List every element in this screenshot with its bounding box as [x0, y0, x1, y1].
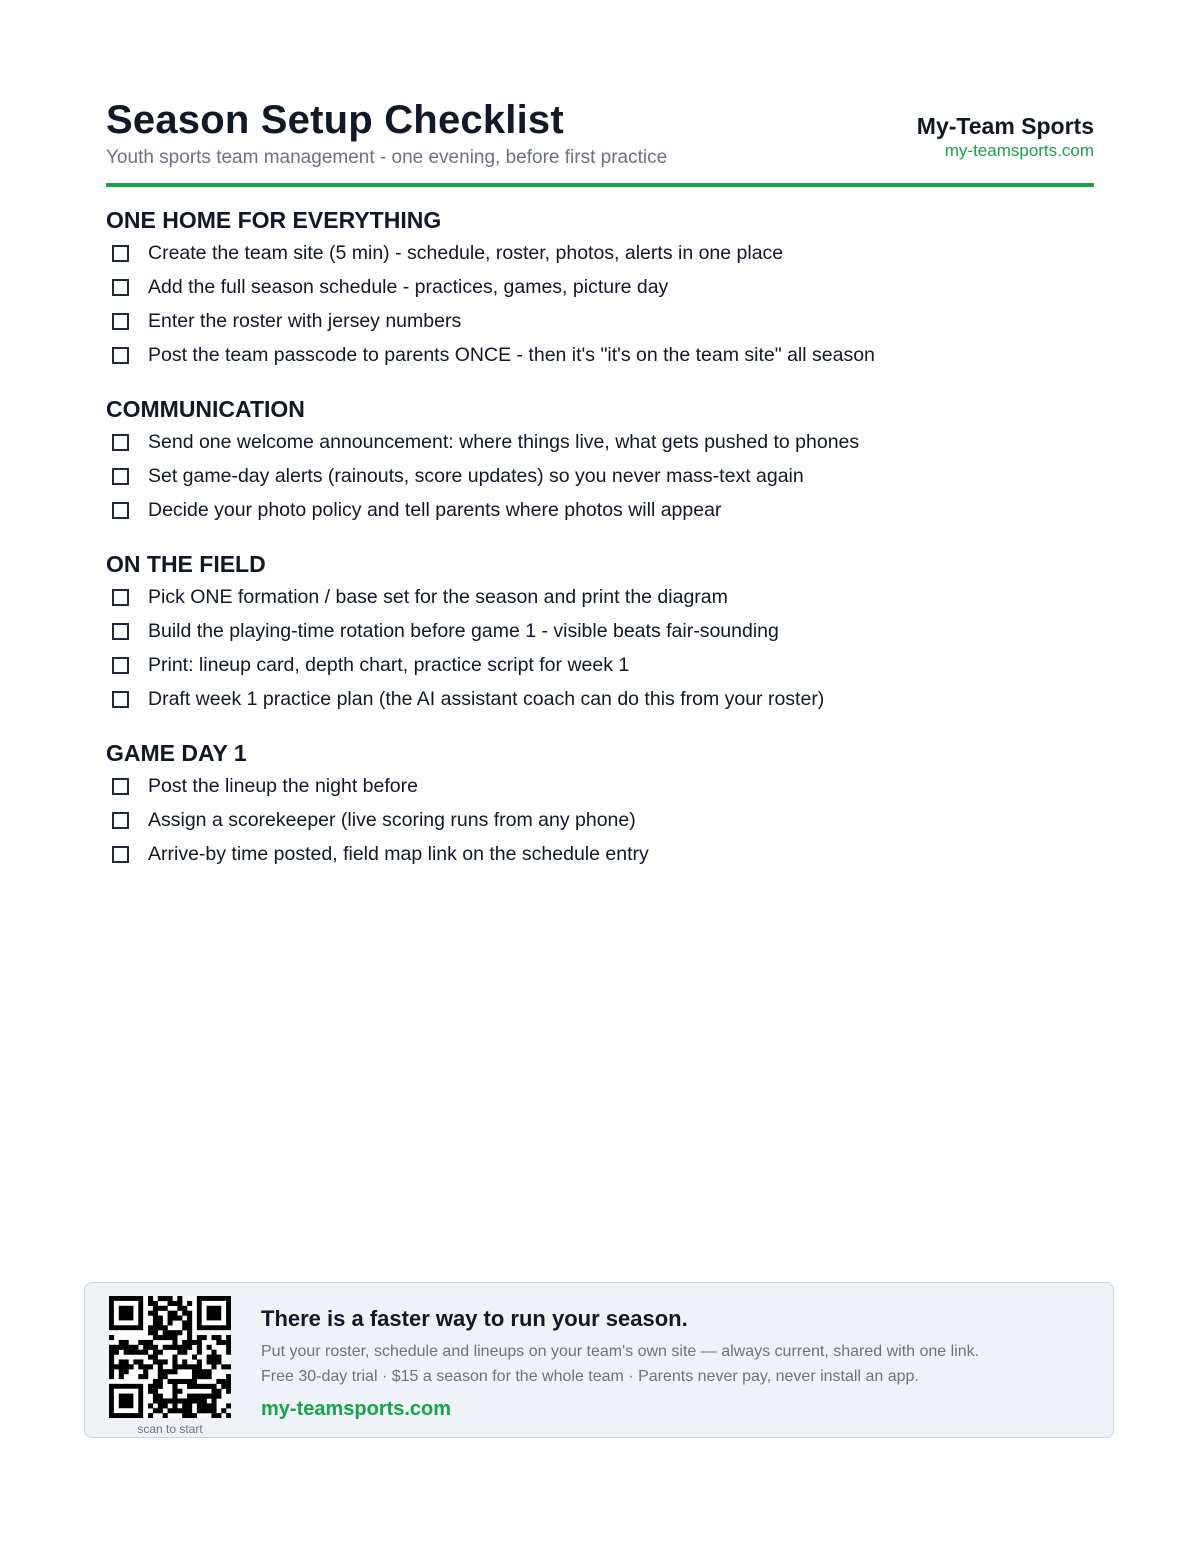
checklist-item[interactable] — [106, 425, 1094, 459]
checkbox[interactable] — [112, 691, 129, 708]
checklist — [106, 204, 1094, 892]
checklist-section — [106, 204, 1094, 372]
page-header — [106, 96, 1094, 170]
checklist-item[interactable] — [106, 236, 1094, 270]
checklist-item-label: Assign a scorekeeper (live scoring runs from any phone) — [148, 808, 636, 831]
promo-url-link[interactable]: my-teamsports.com — [261, 1398, 452, 1420]
checklist-item[interactable] — [106, 837, 1094, 871]
checkbox[interactable] — [112, 657, 129, 674]
checkbox[interactable] — [112, 623, 129, 640]
checklist-item[interactable] — [106, 803, 1094, 837]
checkbox[interactable] — [112, 313, 129, 330]
header-divider — [106, 183, 1094, 187]
promo-description: Put your roster, schedule and lineups on your team's own site — always current, shared with one link. — [261, 1343, 980, 1360]
checklist-item-label: Build the playing-time rotation before game 1 - visible beats fair-sounding — [148, 619, 779, 642]
checkbox[interactable] — [112, 245, 129, 262]
checklist-section — [106, 393, 1094, 527]
checklist-item-label: Decide your photo policy and tell parents where photos will appear — [148, 498, 722, 521]
section-title: GAME DAY 1 — [106, 740, 247, 766]
checklist-item[interactable] — [106, 493, 1094, 527]
checklist-item-label: Pick ONE formation / base set for the season and print the diagram — [148, 585, 728, 608]
checklist-item[interactable] — [106, 769, 1094, 803]
checkbox[interactable] — [112, 778, 129, 795]
checklist-item[interactable] — [106, 682, 1094, 716]
checklist-item[interactable] — [106, 614, 1094, 648]
section-title: ONE HOME FOR EVERYTHING — [106, 207, 442, 233]
checkbox[interactable] — [112, 846, 129, 863]
promo-pricing: Free 30-day trial · $15 a season for the whole team · Parents never pay, never install an app. — [261, 1368, 919, 1385]
checklist-item-label: Draft week 1 practice plan (the AI assistant coach can do this from your roster) — [148, 687, 825, 710]
brand-block — [917, 112, 1094, 162]
checklist-item-label: Enter the roster with jersey numbers — [148, 309, 462, 332]
checklist-item-label: Print: lineup card, depth chart, practice script for week 1 — [148, 653, 630, 676]
checkbox[interactable] — [112, 812, 129, 829]
brand-url-link[interactable]: my-teamsports.com — [944, 141, 1094, 160]
page-title: Season Setup Checklist — [106, 98, 564, 142]
qr-caption: scan to start — [137, 1422, 203, 1436]
checklist-item-label: Post the lineup the night before — [148, 774, 418, 797]
checkbox[interactable] — [112, 502, 129, 519]
checklist-item-label: Add the full season schedule - practices, games, picture day — [148, 275, 669, 298]
checklist-item[interactable] — [106, 459, 1094, 493]
promo-banner — [84, 1282, 1114, 1438]
checkbox[interactable] — [112, 589, 129, 606]
checklist-section — [106, 737, 1094, 871]
checklist-item-label: Send one welcome announcement: where things live, what gets pushed to phones — [148, 430, 860, 453]
checkbox[interactable] — [112, 434, 129, 451]
promo-headline: There is a faster way to run your season. — [261, 1306, 688, 1331]
page-subtitle: Youth sports team management - one evening, before first practice — [106, 147, 668, 168]
checkbox[interactable] — [112, 468, 129, 485]
qr-code-image — [109, 1296, 231, 1418]
brand-name: My-Team Sports — [916, 113, 1094, 139]
checkbox[interactable] — [112, 347, 129, 364]
checklist-item[interactable] — [106, 338, 1094, 372]
checkbox[interactable] — [112, 279, 129, 296]
checklist-item-label: Create the team site (5 min) - schedule, roster, photos, alerts in one place — [148, 241, 784, 264]
checklist-item[interactable] — [106, 580, 1094, 614]
qr-code[interactable] — [109, 1296, 231, 1418]
checklist-section — [106, 548, 1094, 716]
section-title: ON THE FIELD — [106, 551, 266, 577]
checklist-item[interactable] — [106, 270, 1094, 304]
section-title: COMMUNICATION — [106, 396, 305, 422]
promo-text — [261, 1305, 1091, 1422]
checklist-item-label: Set game-day alerts (rainouts, score updates) so you never mass-text again — [148, 464, 804, 487]
checklist-item[interactable] — [106, 648, 1094, 682]
checklist-item-label: Arrive-by time posted, field map link on the schedule entry — [148, 842, 649, 865]
checklist-item-label: Post the team passcode to parents ONCE - then it's "it's on the team site" all season — [148, 343, 875, 366]
checklist-item[interactable] — [106, 304, 1094, 338]
